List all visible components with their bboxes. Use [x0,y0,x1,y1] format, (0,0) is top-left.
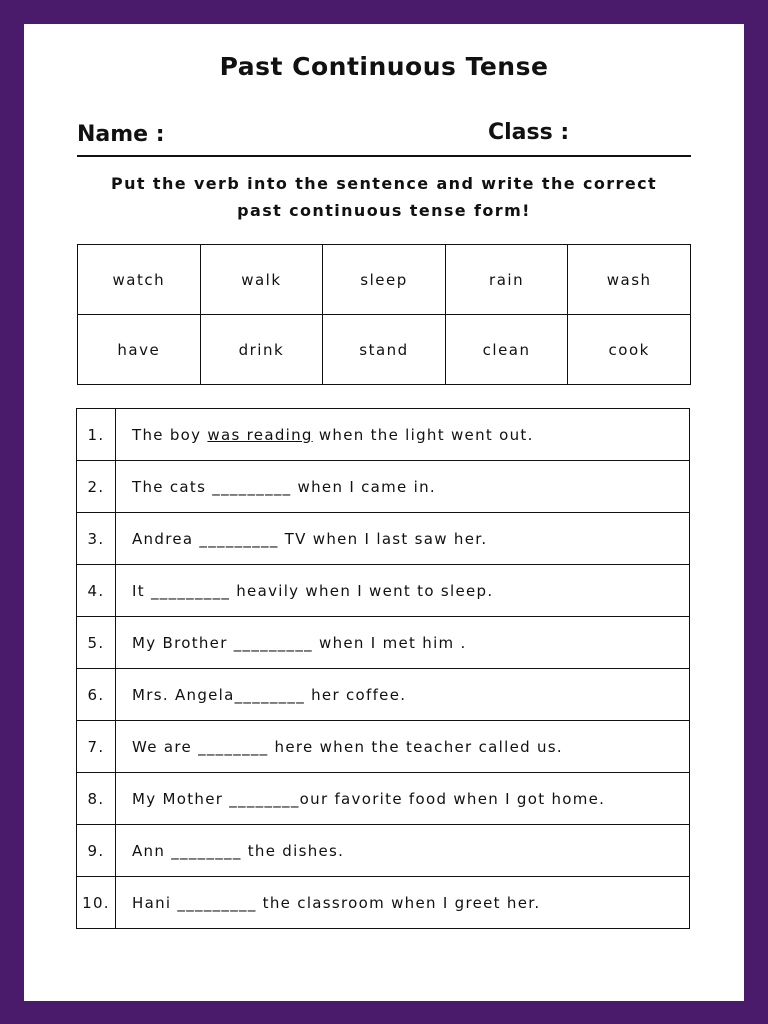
word-bank-cell: walk [200,245,323,315]
question-row [77,461,690,513]
question-number: 10. [77,877,116,929]
question-row [77,565,690,617]
question-text[interactable]: It _________ heavily when I went to sleep. [116,565,690,617]
question-text[interactable]: My Brother _________ when I met him . [116,617,690,669]
word-bank-cell: rain [445,245,568,315]
question-text[interactable]: We are ________ here when the teacher called us. [116,721,690,773]
name-label: Name : [77,122,165,147]
question-number: 4. [77,565,116,617]
question-text-after: when the light went out. [312,425,534,444]
question-number: 9. [77,825,116,877]
question-row [77,409,690,461]
question-text[interactable]: Hani _________ the classroom when I greet her. [116,877,690,929]
class-label: Class : [488,120,570,145]
word-bank-cell: have [78,315,201,385]
instructions [60,170,708,224]
question-text-before: The boy [132,425,208,444]
word-bank-cell: wash [568,245,691,315]
question-text[interactable]: My Mother ________our favorite food when I got home. [116,773,690,825]
question-row [77,877,690,929]
page-title: Past Continuous Tense [219,52,549,81]
question-row [77,669,690,721]
question-number: 2. [77,461,116,513]
instructions-line-2: past continuous tense form! [237,201,531,220]
question-number: 3. [77,513,116,565]
word-bank-cell: cook [568,315,691,385]
word-bank-table [77,244,691,385]
question-text [116,409,690,461]
question-text[interactable]: Andrea _________ TV when I last saw her. [116,513,690,565]
question-number: 7. [77,721,116,773]
question-row [77,773,690,825]
word-bank-cell: drink [200,315,323,385]
worksheet-page [24,24,744,1001]
name-class-line [77,155,691,157]
word-bank-cell: sleep [323,245,446,315]
question-number: 5. [77,617,116,669]
question-row [77,721,690,773]
question-text[interactable]: Ann ________ the dishes. [116,825,690,877]
word-bank-row [78,245,691,315]
question-number: 6. [77,669,116,721]
question-number: 1. [77,409,116,461]
question-row [77,513,690,565]
word-bank-cell: stand [323,315,446,385]
question-number: 8. [77,773,116,825]
question-row [77,825,690,877]
word-bank-row [78,315,691,385]
question-text[interactable]: Mrs. Angela________ her coffee. [116,669,690,721]
instructions-line-1: Put the verb into the sentence and write the correct [110,174,658,193]
question-row [77,617,690,669]
example-answer: was reading [207,425,313,444]
word-bank-cell: clean [445,315,568,385]
question-text[interactable]: The cats _________ when I came in. [116,461,690,513]
questions-table [76,408,690,929]
word-bank-cell: watch [78,245,201,315]
